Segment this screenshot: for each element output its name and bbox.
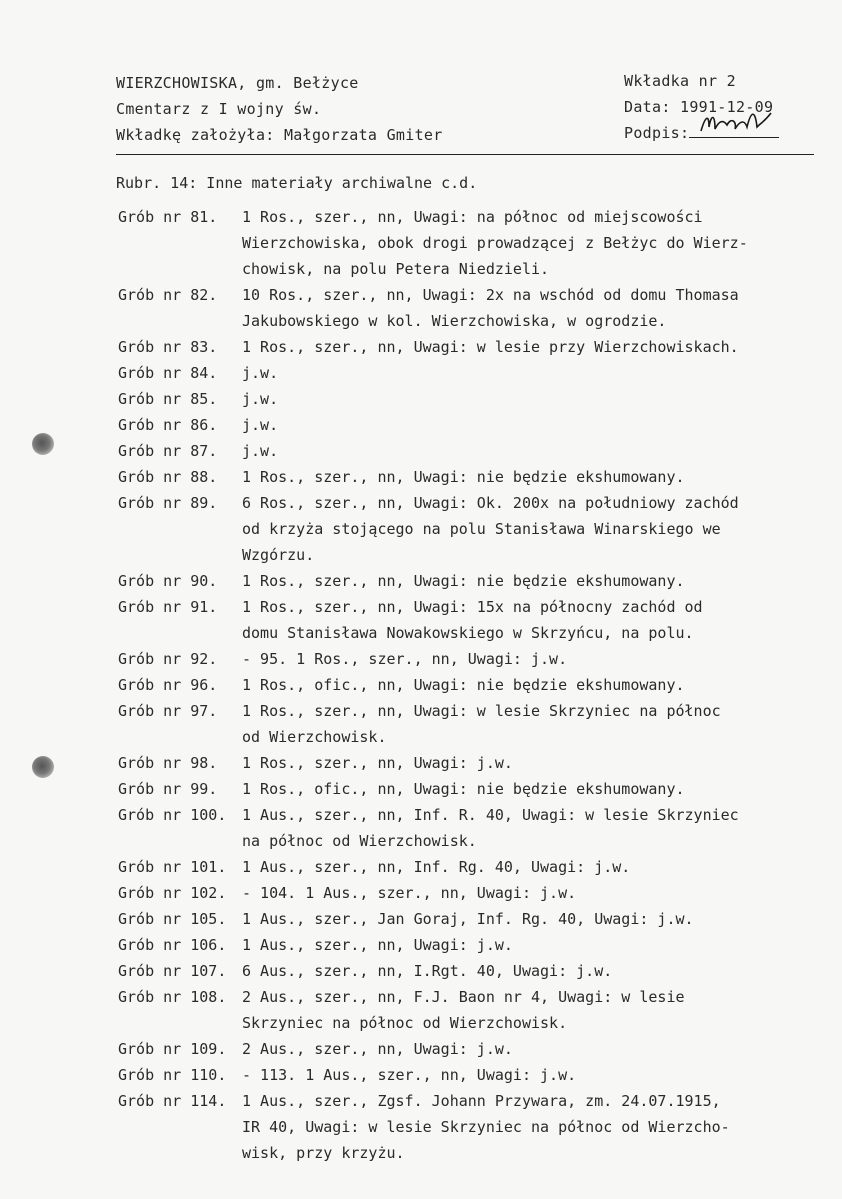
grave-description <box>242 880 828 906</box>
grave-number: Grób nr 83. <box>118 338 218 356</box>
grave-description <box>242 412 828 438</box>
description-line: 1 Ros., szer., nn, Uwagi: w lesie przy Wierzchowiskach. <box>242 338 739 356</box>
grave-entry <box>118 1088 828 1166</box>
grave-description <box>242 360 828 386</box>
description-line: domu Stanisława Nowakowskiego w Skrzyńcu, na polu. <box>242 624 694 642</box>
description-line: Wierzchowiska, obok drogi prowadzącej z Bełżyc do Wierz- <box>242 234 748 252</box>
description-line: j.w. <box>242 364 279 382</box>
signature-row <box>624 120 779 146</box>
grave-description <box>242 984 828 1036</box>
insert-number: Wkładka nr 2 <box>624 72 736 90</box>
description-line: 1 Ros., szer., nn, Uwagi: 15x na północny zachód od <box>242 598 703 616</box>
header-cemetery: Cmentarz z I wojny św. <box>116 100 322 118</box>
grave-entry <box>118 750 828 776</box>
grave-entry <box>118 1062 828 1088</box>
description-line: 6 Aus., szer., nn, I.Rgt. 40, Uwagi: j.w. <box>242 962 613 980</box>
description-line: 1 Aus., szer., Zgsf. Johann Przywara, zm. 24.07.1915, <box>242 1092 721 1110</box>
grave-description <box>242 802 828 854</box>
description-line: j.w. <box>242 390 279 408</box>
description-line: 10 Ros., szer., nn, Uwagi: 2x na wschód od domu Thomasa <box>242 286 739 304</box>
grave-entry <box>118 932 828 958</box>
grave-description <box>242 282 828 334</box>
grave-description <box>242 490 828 568</box>
grave-description <box>242 646 828 672</box>
grave-description <box>242 386 828 412</box>
description-line: 1 Aus., szer., nn, Inf. R. 40, Uwagi: w lesie Skrzyniec <box>242 806 739 824</box>
grave-number: Grób nr 85. <box>118 390 218 408</box>
grave-description <box>242 334 828 360</box>
description-line: 2 Aus., szer., nn, F.J. Baon nr 4, Uwagi: w lesie <box>242 988 685 1006</box>
grave-number: Grób nr 107. <box>118 962 227 980</box>
description-line: 6 Ros., szer., nn, Uwagi: Ok. 200x na południowy zachód <box>242 494 739 512</box>
signature-label: Podpis: <box>624 124 690 142</box>
handwritten-signature <box>697 107 777 137</box>
grave-number: Grób nr 87. <box>118 442 218 460</box>
grave-number: Grób nr 97. <box>118 702 218 720</box>
grave-number: Grób nr 105. <box>118 910 227 928</box>
grave-number: Grób nr 92. <box>118 650 218 668</box>
grave-entry <box>118 568 828 594</box>
grave-number: Grób nr 110. <box>118 1066 227 1084</box>
grave-number: Grób nr 90. <box>118 572 218 590</box>
description-line: 1 Ros., ofic., nn, Uwagi: nie będzie ekshumowany. <box>242 676 685 694</box>
grave-number: Grób nr 81. <box>118 208 218 226</box>
grave-number: Grób nr 108. <box>118 988 227 1006</box>
grave-number: Grób nr 109. <box>118 1040 227 1058</box>
description-line: od Wierzchowisk. <box>242 728 387 746</box>
header-right <box>624 68 779 146</box>
description-line: IR 40, Uwagi: w lesie Skrzyniec na północ od Wierzcho- <box>242 1118 730 1136</box>
description-line: chowisk, na polu Petera Niedzieli. <box>242 260 550 278</box>
grave-entry <box>118 984 828 1036</box>
description-line: Wzgórzu. <box>242 546 315 564</box>
grave-description <box>242 438 828 464</box>
grave-entry <box>118 854 828 880</box>
grave-description <box>242 594 828 646</box>
punch-hole-upper <box>32 433 54 455</box>
grave-entry <box>118 776 828 802</box>
grave-entry <box>118 594 828 646</box>
grave-number: Grób nr 89. <box>118 494 218 512</box>
grave-number: Grób nr 91. <box>118 598 218 616</box>
punch-hole-lower <box>32 756 54 778</box>
grave-entry <box>118 412 828 438</box>
grave-entry <box>118 204 828 282</box>
grave-entry <box>118 1036 828 1062</box>
grave-entry <box>118 698 828 750</box>
grave-entry <box>118 386 828 412</box>
grave-entry <box>118 880 828 906</box>
description-line: 1 Ros., ofic., nn, Uwagi: nie będzie ekshumowany. <box>242 780 685 798</box>
description-line: 1 Aus., szer., nn, Inf. Rg. 40, Uwagi: j.w. <box>242 858 631 876</box>
description-line: 1 Ros., szer., nn, Uwagi: j.w. <box>242 754 513 772</box>
grave-description <box>242 776 828 802</box>
grave-description <box>242 204 828 282</box>
grave-number: Grób nr 106. <box>118 936 227 954</box>
description-line: 1 Ros., szer., nn, Uwagi: na północ od miejscowości <box>242 208 703 226</box>
grave-description <box>242 672 828 698</box>
header-location: WIERZCHOWISKA, gm. Bełżyce <box>116 74 359 92</box>
grave-entry <box>118 802 828 854</box>
grave-entry <box>118 490 828 568</box>
grave-number: Grób nr 101. <box>118 858 227 876</box>
description-line: j.w. <box>242 416 279 434</box>
description-line: 1 Ros., szer., nn, Uwagi: nie będzie ekshumowany. <box>242 572 685 590</box>
grave-entries-list <box>118 204 828 1166</box>
description-line: 1 Aus., szer., Jan Goraj, Inf. Rg. 40, Uwagi: j.w. <box>242 910 694 928</box>
description-line: j.w. <box>242 442 279 460</box>
grave-entry <box>118 464 828 490</box>
description-line: 1 Aus., szer., nn, Uwagi: j.w. <box>242 936 513 954</box>
grave-entry <box>118 334 828 360</box>
description-line: 1 Ros., szer., nn, Uwagi: w lesie Skrzyniec na północ <box>242 702 721 720</box>
description-line: wisk, przy krzyżu. <box>242 1144 405 1162</box>
grave-description <box>242 1088 828 1166</box>
description-line: - 95. 1 Ros., szer., nn, Uwagi: j.w. <box>242 650 568 668</box>
grave-number: Grób nr 82. <box>118 286 218 304</box>
document-date: Data: 1991-12-09 <box>624 98 774 116</box>
grave-description <box>242 854 828 880</box>
signature-line <box>689 121 779 138</box>
grave-entry <box>118 958 828 984</box>
grave-number: Grób nr 86. <box>118 416 218 434</box>
rubric-title: Rubr. 14: Inne materiały archiwalne c.d. <box>116 174 478 192</box>
grave-description <box>242 906 828 932</box>
grave-entry <box>118 438 828 464</box>
grave-number: Grób nr 88. <box>118 468 218 486</box>
header-left <box>116 70 443 148</box>
grave-description <box>242 750 828 776</box>
grave-description <box>242 698 828 750</box>
grave-description <box>242 958 828 984</box>
grave-entry <box>118 282 828 334</box>
grave-number: Grób nr 96. <box>118 676 218 694</box>
grave-entry <box>118 672 828 698</box>
description-line: od krzyża stojącego na polu Stanisława Winarskiego we <box>242 520 721 538</box>
grave-entry <box>118 360 828 386</box>
description-line: - 104. 1 Aus., szer., nn, Uwagi: j.w. <box>242 884 577 902</box>
grave-description <box>242 568 828 594</box>
description-line: 1 Ros., szer., nn, Uwagi: nie będzie ekshumowany. <box>242 468 685 486</box>
grave-entry <box>118 906 828 932</box>
description-line: 2 Aus., szer., nn, Uwagi: j.w. <box>242 1040 513 1058</box>
description-line: - 113. 1 Aus., szer., nn, Uwagi: j.w. <box>242 1066 577 1084</box>
grave-number: Grób nr 98. <box>118 754 218 772</box>
description-line: Jakubowskiego w kol. Wierzchowiska, w ogrodzie. <box>242 312 667 330</box>
grave-description <box>242 932 828 958</box>
grave-number: Grób nr 100. <box>118 806 227 824</box>
description-line: Skrzyniec na północ od Wierzchowisk. <box>242 1014 568 1032</box>
grave-number: Grób nr 84. <box>118 364 218 382</box>
grave-description <box>242 464 828 490</box>
header-author: Wkładkę założyła: Małgorzata Gmiter <box>116 126 443 144</box>
grave-description <box>242 1036 828 1062</box>
grave-number: Grób nr 99. <box>118 780 218 798</box>
grave-entry <box>118 646 828 672</box>
grave-number: Grób nr 114. <box>118 1092 227 1110</box>
grave-number: Grób nr 102. <box>118 884 227 902</box>
description-line: na północ od Wierzchowisk. <box>242 832 477 850</box>
header-divider <box>116 154 814 155</box>
grave-description <box>242 1062 828 1088</box>
